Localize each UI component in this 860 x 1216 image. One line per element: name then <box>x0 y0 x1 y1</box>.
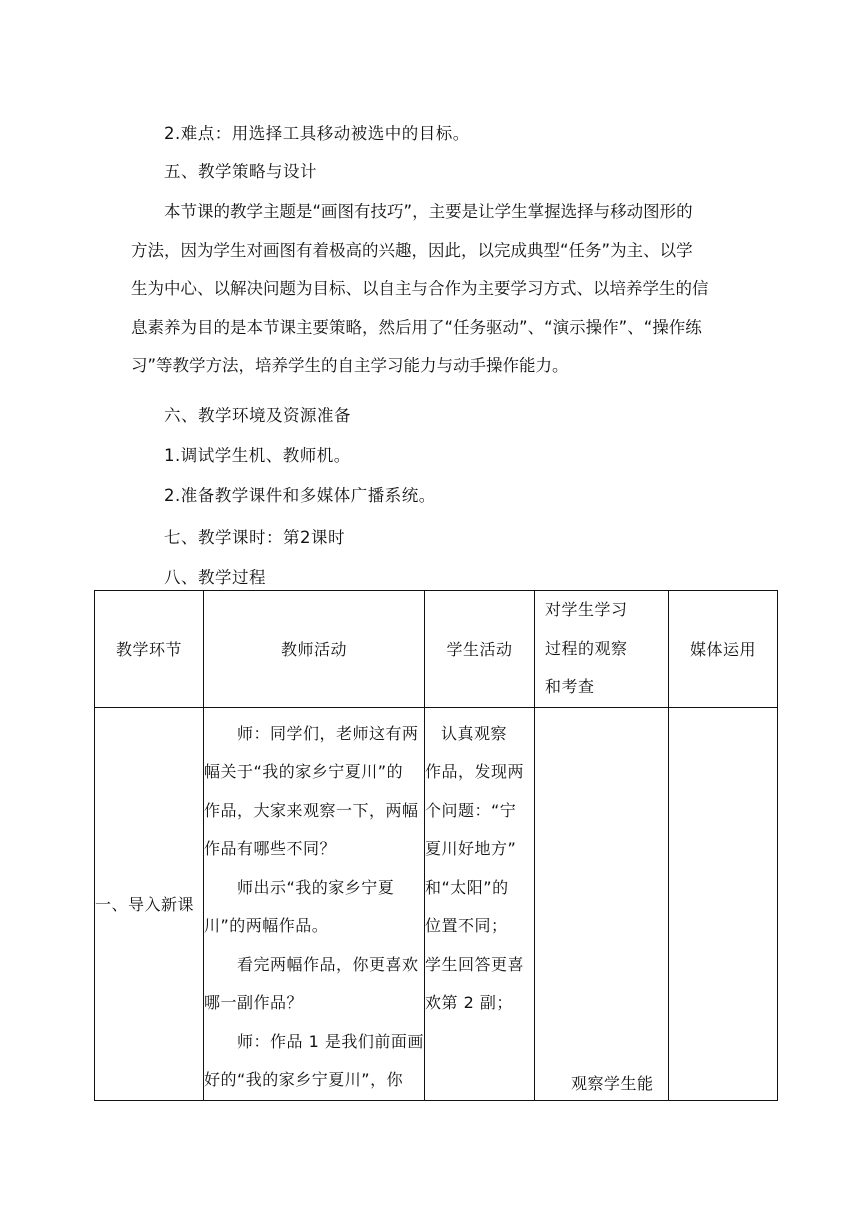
teacher-line: 好的“我的家乡宁夏川”，你 <box>204 1070 404 1089</box>
teacher-line: 师出示“我的家乡宁夏 <box>237 877 395 897</box>
table-header-row <box>95 591 778 708</box>
teacher-line: 看完两幅作品，你更喜欢 <box>237 954 419 974</box>
student-line: 作品，发现两 <box>425 762 525 781</box>
teacher-line: 师：作品 1 是我们前面画 <box>237 1031 424 1051</box>
header-student-activity: 学生活动 <box>425 591 535 708</box>
header-media: 媒体运用 <box>669 591 778 708</box>
student-line: 个问题：“宁 <box>425 800 517 820</box>
strategy-paragraph <box>131 193 731 386</box>
teaching-process-table <box>94 590 778 1101</box>
header-observation-line-1: 对学生学习 <box>545 600 628 619</box>
section-heading-process: 八、教学过程 <box>164 568 266 587</box>
teacher-line: 作品，大家来观察一下，两幅 <box>204 800 419 820</box>
teacher-line: 师：同学们，老师这有两 <box>237 723 419 743</box>
teacher-line: 作品有哪些不同？ <box>204 839 337 858</box>
media-cell <box>669 707 778 1100</box>
prep-item-1: 1.调试学生机、教师机。 <box>164 446 351 465</box>
teacher-activity-cell <box>204 707 425 1100</box>
observation-cell <box>535 707 669 1100</box>
header-observation <box>535 591 669 708</box>
strategy-line-3: 生为中心、以解决问题为目标、以自主与合作为主要学习方式、以培养学生的信 <box>131 279 709 298</box>
prep-item-2: 2.准备教学课件和多媒体广播系统。 <box>164 486 436 505</box>
stage-cell <box>95 707 204 1100</box>
header-observation-line-3: 和考查 <box>545 677 595 696</box>
teacher-line: 川”的两幅作品。 <box>204 916 329 935</box>
student-line: 位置不同； <box>425 916 508 935</box>
stage-label: 一、导入新课 <box>95 895 195 914</box>
strategy-line-1: 本节课的教学主题是“画图有技巧”，主要是让学生掌握选择与移动图形的 <box>164 202 693 221</box>
observation-text: 观察学生能 <box>571 1073 654 1093</box>
student-line: 认真观察 <box>441 723 508 743</box>
strategy-line-4: 息素养为目的是本节课主要策略，然后用了“任务驱动”、“演示操作”、“操作练 <box>131 317 702 337</box>
student-line: 和“太阳”的 <box>425 877 509 897</box>
section-heading-strategy: 五、教学策略与设计 <box>164 162 317 181</box>
student-line: 学生回答更喜 <box>425 954 525 974</box>
strategy-line-2: 方法，因为学生对画图有着极高的兴趣，因此，以完成典型“任务”为主、以学 <box>131 240 693 260</box>
section-heading-environment: 六、教学环境及资源准备 <box>164 406 351 425</box>
header-stage: 教学环节 <box>95 591 204 708</box>
teacher-line: 幅关于“我的家乡宁夏川”的 <box>204 762 404 781</box>
strategy-line-5: 习”等教学方法，培养学生的自主学习能力与动手操作能力。 <box>131 356 569 375</box>
section-heading-periods: 七、教学课时：第2课时 <box>164 528 345 547</box>
student-activity-cell <box>425 707 535 1100</box>
teacher-line: 哪一副作品？ <box>204 993 304 1012</box>
header-teacher-activity: 教师活动 <box>204 591 425 708</box>
student-line: 欢第 2 副； <box>425 993 513 1012</box>
difficulty-line: 2.难点：用选择工具移动被选中的目标。 <box>164 124 470 143</box>
table-row <box>95 707 778 1100</box>
student-line: 夏川好地方” <box>425 839 517 858</box>
header-observation-line-2: 过程的观察 <box>545 638 628 658</box>
